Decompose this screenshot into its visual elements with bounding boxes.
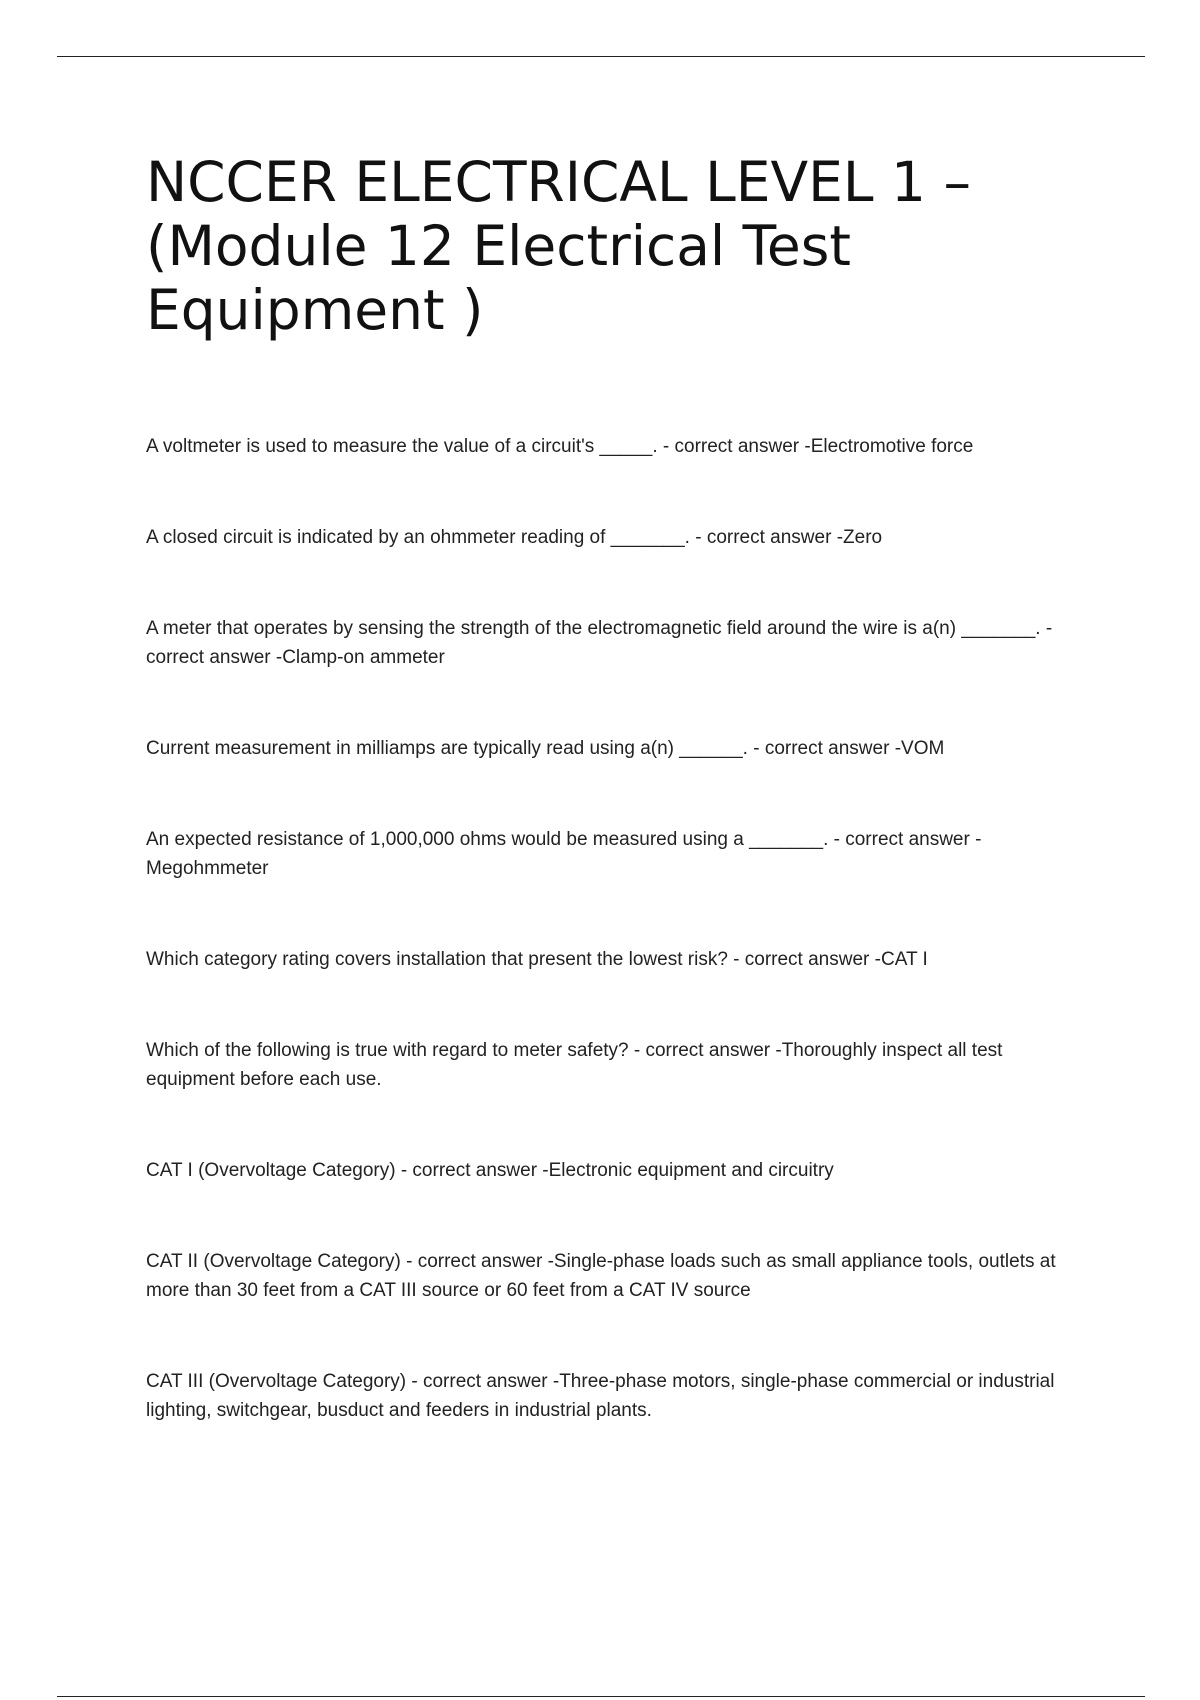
top-divider: [57, 56, 1145, 57]
qa-item: A meter that operates by sensing the strength of the electromagnetic field around the wire is a(n) _______. - correct answer -Clamp-on ammeter: [146, 618, 1053, 668]
qa-item: An expected resistance of 1,000,000 ohms would be measured using a _______. - correct answer -Megohmmeter: [146, 829, 982, 879]
qa-item: A voltmeter is used to measure the value of a circuit's _____. - correct answer -Electromotive force: [146, 436, 974, 457]
qa-item: CAT II (Overvoltage Category) - correct answer -Single-phase loads such as small appliance tools, outlets at more than 30 feet from a CAT III source or 60 feet from a CAT IV source: [146, 1251, 1056, 1301]
document-title: NCCER ELECTRICAL LEVEL 1 – (Module 12 Electrical Test Equipment ): [146, 150, 971, 342]
qa-item: A closed circuit is indicated by an ohmmeter reading of _______. - correct answer -Zero: [146, 527, 883, 548]
qa-item: CAT III (Overvoltage Category) - correct answer -Three-phase motors, single-phase commercial or industrial lighting, switchgear, busduct and feeders in industrial plants.: [146, 1371, 1055, 1421]
qa-item: Which category rating covers installation that present the lowest risk? - correct answer -CAT I: [146, 949, 928, 970]
qa-item: Current measurement in milliamps are typically read using a(n) ______. - correct answer -VOM: [146, 738, 945, 759]
qa-list: [146, 432, 1086, 1425]
bottom-divider: [57, 1696, 1145, 1697]
qa-item: CAT I (Overvoltage Category) - correct answer -Electronic equipment and circuitry: [146, 1160, 834, 1181]
qa-item: Which of the following is true with regard to meter safety? - correct answer -Thoroughly inspect all test equipment before each use.: [146, 1040, 1003, 1090]
